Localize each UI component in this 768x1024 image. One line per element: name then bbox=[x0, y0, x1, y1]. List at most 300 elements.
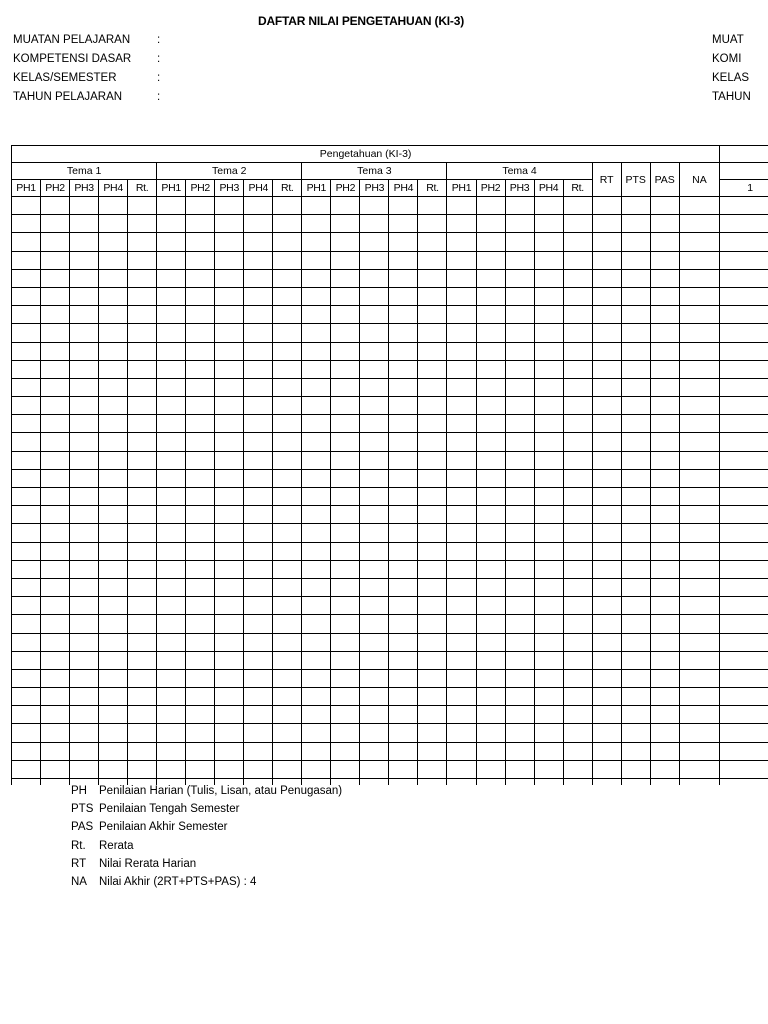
table-cell bbox=[302, 688, 331, 706]
table-cell bbox=[70, 415, 99, 433]
table-row bbox=[12, 251, 768, 269]
table-cell bbox=[12, 287, 41, 305]
page-title: DAFTAR NILAI PENGETAHUAN (KI-3) bbox=[257, 14, 464, 28]
table-cell bbox=[720, 269, 768, 287]
table-cell bbox=[41, 251, 70, 269]
table-cell bbox=[331, 251, 360, 269]
table-cell bbox=[99, 433, 128, 451]
table-cell bbox=[476, 251, 505, 269]
table-cell bbox=[592, 451, 621, 469]
table-cell bbox=[679, 524, 720, 542]
table-cell bbox=[302, 560, 331, 578]
table-cell bbox=[592, 742, 621, 760]
table-cell bbox=[418, 651, 447, 669]
table-cell bbox=[302, 397, 331, 415]
table-cell bbox=[41, 506, 70, 524]
table-cell bbox=[273, 269, 302, 287]
table-cell bbox=[720, 469, 768, 487]
table-cell bbox=[534, 488, 563, 506]
table-cell bbox=[679, 615, 720, 633]
table-cell bbox=[621, 578, 650, 596]
summary-header: RT bbox=[592, 163, 621, 197]
table-cell bbox=[720, 724, 768, 742]
table-cell bbox=[360, 324, 389, 342]
table-cell bbox=[592, 397, 621, 415]
table-cell bbox=[447, 324, 476, 342]
table-cell bbox=[447, 269, 476, 287]
table-cell bbox=[360, 779, 389, 786]
legend-text: Nilai Akhir (2RT+PTS+PAS) : 4 bbox=[99, 875, 257, 888]
table-cell bbox=[12, 779, 41, 786]
table-cell bbox=[99, 251, 128, 269]
table-cell bbox=[12, 233, 41, 251]
table-cell bbox=[215, 506, 244, 524]
table-cell bbox=[534, 269, 563, 287]
table-cell bbox=[650, 306, 679, 324]
table-cell bbox=[476, 706, 505, 724]
table-cell bbox=[389, 651, 418, 669]
extra-column-blank bbox=[720, 163, 768, 180]
table-cell bbox=[157, 197, 186, 215]
table-cell bbox=[534, 724, 563, 742]
table-cell bbox=[41, 488, 70, 506]
table-cell bbox=[186, 378, 215, 396]
table-cell bbox=[12, 469, 41, 487]
table-cell bbox=[563, 433, 592, 451]
table-cell bbox=[41, 578, 70, 596]
table-cell bbox=[70, 597, 99, 615]
table-cell bbox=[505, 397, 534, 415]
table-cell bbox=[12, 669, 41, 687]
table-row bbox=[12, 615, 768, 633]
table-cell bbox=[128, 469, 157, 487]
table-cell bbox=[331, 378, 360, 396]
table-cell bbox=[621, 360, 650, 378]
table-cell bbox=[679, 506, 720, 524]
table-cell bbox=[563, 669, 592, 687]
table-cell bbox=[679, 488, 720, 506]
table-cell bbox=[244, 306, 273, 324]
table-cell bbox=[389, 578, 418, 596]
table-cell bbox=[720, 742, 768, 760]
table-cell bbox=[360, 233, 389, 251]
table-cell bbox=[679, 233, 720, 251]
table-cell bbox=[389, 287, 418, 305]
meta-row-tahun-pelajaran bbox=[13, 88, 167, 107]
table-cell bbox=[679, 688, 720, 706]
table-cell bbox=[273, 524, 302, 542]
table-cell bbox=[157, 469, 186, 487]
table-cell bbox=[186, 360, 215, 378]
table-cell bbox=[273, 469, 302, 487]
table-cell bbox=[128, 651, 157, 669]
table-cell bbox=[99, 560, 128, 578]
table-cell bbox=[302, 451, 331, 469]
sub-column-header: PH2 bbox=[476, 180, 505, 197]
table-cell bbox=[302, 269, 331, 287]
table-cell bbox=[476, 488, 505, 506]
table-cell bbox=[215, 706, 244, 724]
table-cell bbox=[476, 324, 505, 342]
table-cell bbox=[563, 542, 592, 560]
sub-column-header: PH2 bbox=[186, 180, 215, 197]
table-cell bbox=[157, 542, 186, 560]
table-cell bbox=[650, 688, 679, 706]
table-cell bbox=[621, 506, 650, 524]
table-cell bbox=[389, 197, 418, 215]
table-cell bbox=[41, 360, 70, 378]
table-cell bbox=[447, 433, 476, 451]
table-cell bbox=[563, 215, 592, 233]
table-cell bbox=[650, 633, 679, 651]
table-cell bbox=[447, 779, 476, 786]
table-cell bbox=[99, 578, 128, 596]
table-cell bbox=[720, 615, 768, 633]
table-cell bbox=[621, 597, 650, 615]
sub-column-header: PH3 bbox=[215, 180, 244, 197]
table-cell bbox=[186, 578, 215, 596]
table-cell bbox=[505, 560, 534, 578]
table-cell bbox=[476, 233, 505, 251]
table-cell bbox=[592, 469, 621, 487]
table-cell bbox=[273, 760, 302, 778]
table-cell bbox=[331, 215, 360, 233]
table-cell bbox=[273, 397, 302, 415]
table-cell bbox=[12, 742, 41, 760]
table-cell bbox=[41, 324, 70, 342]
table-cell bbox=[215, 287, 244, 305]
table-cell bbox=[41, 397, 70, 415]
table-cell bbox=[360, 542, 389, 560]
table-cell bbox=[505, 324, 534, 342]
legend-text: Rerata bbox=[99, 839, 134, 852]
sub-column-header: PH3 bbox=[70, 180, 99, 197]
table-cell bbox=[186, 615, 215, 633]
meta-colon: : bbox=[157, 53, 161, 65]
table-cell bbox=[621, 760, 650, 778]
table-cell bbox=[360, 524, 389, 542]
table-cell bbox=[12, 342, 41, 360]
table-cell bbox=[41, 633, 70, 651]
table-cell bbox=[720, 287, 768, 305]
table-cell bbox=[563, 415, 592, 433]
table-cell bbox=[302, 615, 331, 633]
table-cell bbox=[534, 360, 563, 378]
table-cell bbox=[650, 469, 679, 487]
table-cell bbox=[418, 506, 447, 524]
table-cell bbox=[41, 469, 70, 487]
table-cell bbox=[447, 451, 476, 469]
table-cell bbox=[128, 506, 157, 524]
table-cell bbox=[650, 360, 679, 378]
table-cell bbox=[128, 378, 157, 396]
table-cell bbox=[534, 233, 563, 251]
table-cell bbox=[389, 324, 418, 342]
table-cell bbox=[41, 742, 70, 760]
table-cell bbox=[720, 651, 768, 669]
table-cell bbox=[679, 651, 720, 669]
table-cell bbox=[186, 742, 215, 760]
table-cell bbox=[244, 560, 273, 578]
table-cell bbox=[273, 560, 302, 578]
table-cell bbox=[389, 433, 418, 451]
table-cell bbox=[128, 197, 157, 215]
table-cell bbox=[447, 615, 476, 633]
table-cell bbox=[679, 251, 720, 269]
summary-header: NA bbox=[679, 163, 720, 197]
table-cell bbox=[720, 433, 768, 451]
table-cell bbox=[476, 578, 505, 596]
table-cell bbox=[12, 324, 41, 342]
table-cell bbox=[331, 706, 360, 724]
legend-abbr: Rt. bbox=[71, 839, 86, 852]
table-cell bbox=[563, 306, 592, 324]
table-cell bbox=[186, 469, 215, 487]
table-cell bbox=[650, 651, 679, 669]
table-cell bbox=[534, 524, 563, 542]
table-cell bbox=[505, 433, 534, 451]
table-cell bbox=[505, 215, 534, 233]
table-cell bbox=[447, 215, 476, 233]
table-cell bbox=[650, 578, 679, 596]
table-cell bbox=[331, 233, 360, 251]
table-cell bbox=[360, 578, 389, 596]
table-cell bbox=[41, 760, 70, 778]
sub-column-header: Rt. bbox=[273, 180, 302, 197]
table-cell bbox=[592, 342, 621, 360]
table-cell bbox=[12, 451, 41, 469]
table-cell bbox=[128, 488, 157, 506]
table-row bbox=[12, 397, 768, 415]
table-cell bbox=[12, 688, 41, 706]
table-cell bbox=[186, 560, 215, 578]
table-cell bbox=[679, 542, 720, 560]
table-cell bbox=[99, 688, 128, 706]
table-cell bbox=[447, 706, 476, 724]
table-cell bbox=[70, 215, 99, 233]
table-cell bbox=[418, 578, 447, 596]
table-cell bbox=[360, 706, 389, 724]
table-cell bbox=[302, 669, 331, 687]
table-cell bbox=[720, 524, 768, 542]
table-cell bbox=[534, 324, 563, 342]
table-cell bbox=[273, 451, 302, 469]
table-cell bbox=[418, 760, 447, 778]
table-cell bbox=[720, 360, 768, 378]
table-cell bbox=[99, 342, 128, 360]
table-cell bbox=[476, 669, 505, 687]
table-cell bbox=[476, 633, 505, 651]
table-cell bbox=[505, 706, 534, 724]
table-cell bbox=[12, 651, 41, 669]
table-cell bbox=[331, 451, 360, 469]
table-row bbox=[12, 688, 768, 706]
table-cell bbox=[592, 287, 621, 305]
table-cell bbox=[128, 669, 157, 687]
table-cell bbox=[302, 251, 331, 269]
table-cell bbox=[186, 251, 215, 269]
table-cell bbox=[418, 342, 447, 360]
table-cell bbox=[534, 542, 563, 560]
table-cell bbox=[650, 560, 679, 578]
table-cell bbox=[476, 433, 505, 451]
table-cell bbox=[186, 633, 215, 651]
table-cell bbox=[418, 560, 447, 578]
table-cell bbox=[679, 269, 720, 287]
table-cell bbox=[720, 415, 768, 433]
table-header-row bbox=[12, 146, 768, 163]
table-cell bbox=[331, 397, 360, 415]
table-cell bbox=[215, 651, 244, 669]
table-cell bbox=[273, 669, 302, 687]
table-cell bbox=[186, 433, 215, 451]
table-cell bbox=[186, 451, 215, 469]
table-cell bbox=[418, 397, 447, 415]
table-cell bbox=[186, 269, 215, 287]
table-cell bbox=[592, 415, 621, 433]
table-cell bbox=[563, 378, 592, 396]
meta-label: KELAS/SEMESTER bbox=[13, 72, 117, 84]
sub-column-header: PH4 bbox=[99, 180, 128, 197]
table-cell bbox=[679, 197, 720, 215]
sub-column-header: PH2 bbox=[41, 180, 70, 197]
table-cell bbox=[476, 651, 505, 669]
table-row bbox=[12, 306, 768, 324]
table-cell bbox=[418, 469, 447, 487]
table-cell bbox=[534, 378, 563, 396]
table-cell bbox=[447, 360, 476, 378]
table-cell bbox=[157, 578, 186, 596]
table-cell bbox=[679, 669, 720, 687]
table-cell bbox=[505, 233, 534, 251]
table-cell bbox=[621, 560, 650, 578]
grade-table-container bbox=[11, 145, 768, 785]
table-cell bbox=[505, 378, 534, 396]
table-cell bbox=[157, 488, 186, 506]
legend-abbr: PH bbox=[71, 785, 87, 797]
table-cell bbox=[418, 360, 447, 378]
table-cell bbox=[157, 433, 186, 451]
sub-column-header: PH4 bbox=[534, 180, 563, 197]
table-cell bbox=[157, 688, 186, 706]
table-cell bbox=[650, 597, 679, 615]
table-cell bbox=[70, 542, 99, 560]
table-cell bbox=[650, 233, 679, 251]
table-cell bbox=[12, 560, 41, 578]
table-cell bbox=[99, 360, 128, 378]
group-header: Pengetahuan (KI-3) bbox=[12, 146, 720, 163]
table-row bbox=[12, 742, 768, 760]
legend-abbr: PAS bbox=[71, 821, 94, 834]
table-cell bbox=[215, 524, 244, 542]
table-cell bbox=[128, 633, 157, 651]
table-cell bbox=[447, 742, 476, 760]
table-cell bbox=[447, 506, 476, 524]
table-row bbox=[12, 633, 768, 651]
table-cell bbox=[720, 215, 768, 233]
table-cell bbox=[418, 324, 447, 342]
table-cell bbox=[534, 633, 563, 651]
table-cell bbox=[592, 615, 621, 633]
table-cell bbox=[650, 542, 679, 560]
table-cell bbox=[505, 760, 534, 778]
table-cell bbox=[476, 415, 505, 433]
table-cell bbox=[720, 197, 768, 215]
table-cell bbox=[447, 415, 476, 433]
table-cell bbox=[360, 669, 389, 687]
table-cell bbox=[418, 633, 447, 651]
table-cell bbox=[476, 451, 505, 469]
table-cell bbox=[12, 197, 41, 215]
table-cell bbox=[99, 469, 128, 487]
table-cell bbox=[360, 688, 389, 706]
table-cell bbox=[720, 506, 768, 524]
table-cell bbox=[476, 779, 505, 786]
table-cell bbox=[273, 742, 302, 760]
table-cell bbox=[157, 360, 186, 378]
table-cell bbox=[621, 197, 650, 215]
table-cell bbox=[389, 415, 418, 433]
table-cell bbox=[157, 615, 186, 633]
table-cell bbox=[244, 233, 273, 251]
table-cell bbox=[592, 688, 621, 706]
table-cell bbox=[650, 197, 679, 215]
table-cell bbox=[389, 760, 418, 778]
meta-row-kelas-semester bbox=[13, 69, 167, 88]
table-row bbox=[12, 651, 768, 669]
table-cell bbox=[360, 760, 389, 778]
table-cell bbox=[99, 524, 128, 542]
table-cell bbox=[157, 724, 186, 742]
table-cell bbox=[331, 433, 360, 451]
table-cell bbox=[99, 324, 128, 342]
table-cell bbox=[360, 633, 389, 651]
table-cell bbox=[273, 651, 302, 669]
table-cell bbox=[621, 451, 650, 469]
table-cell bbox=[215, 215, 244, 233]
table-cell bbox=[650, 506, 679, 524]
sub-column-header: Rt. bbox=[418, 180, 447, 197]
table-cell bbox=[70, 397, 99, 415]
meta-row-muatan-pelajaran bbox=[13, 31, 167, 50]
table-cell bbox=[186, 342, 215, 360]
table-cell bbox=[447, 397, 476, 415]
table-cell bbox=[331, 615, 360, 633]
table-cell bbox=[505, 633, 534, 651]
table-cell bbox=[157, 760, 186, 778]
table-cell bbox=[621, 779, 650, 786]
table-cell bbox=[389, 597, 418, 615]
legend-abbr: PTS bbox=[71, 803, 94, 816]
table-row bbox=[12, 451, 768, 469]
table-cell bbox=[99, 651, 128, 669]
table-cell bbox=[476, 342, 505, 360]
table-cell bbox=[302, 324, 331, 342]
table-cell bbox=[505, 488, 534, 506]
table-cell bbox=[621, 615, 650, 633]
table-cell bbox=[447, 688, 476, 706]
table-cell bbox=[534, 306, 563, 324]
table-cell bbox=[592, 306, 621, 324]
table-cell bbox=[505, 306, 534, 324]
table-cell bbox=[505, 651, 534, 669]
table-cell bbox=[592, 524, 621, 542]
table-cell bbox=[621, 633, 650, 651]
table-cell bbox=[99, 669, 128, 687]
table-cell bbox=[650, 779, 679, 786]
table-cell bbox=[505, 269, 534, 287]
extra-column-blank bbox=[720, 146, 768, 163]
